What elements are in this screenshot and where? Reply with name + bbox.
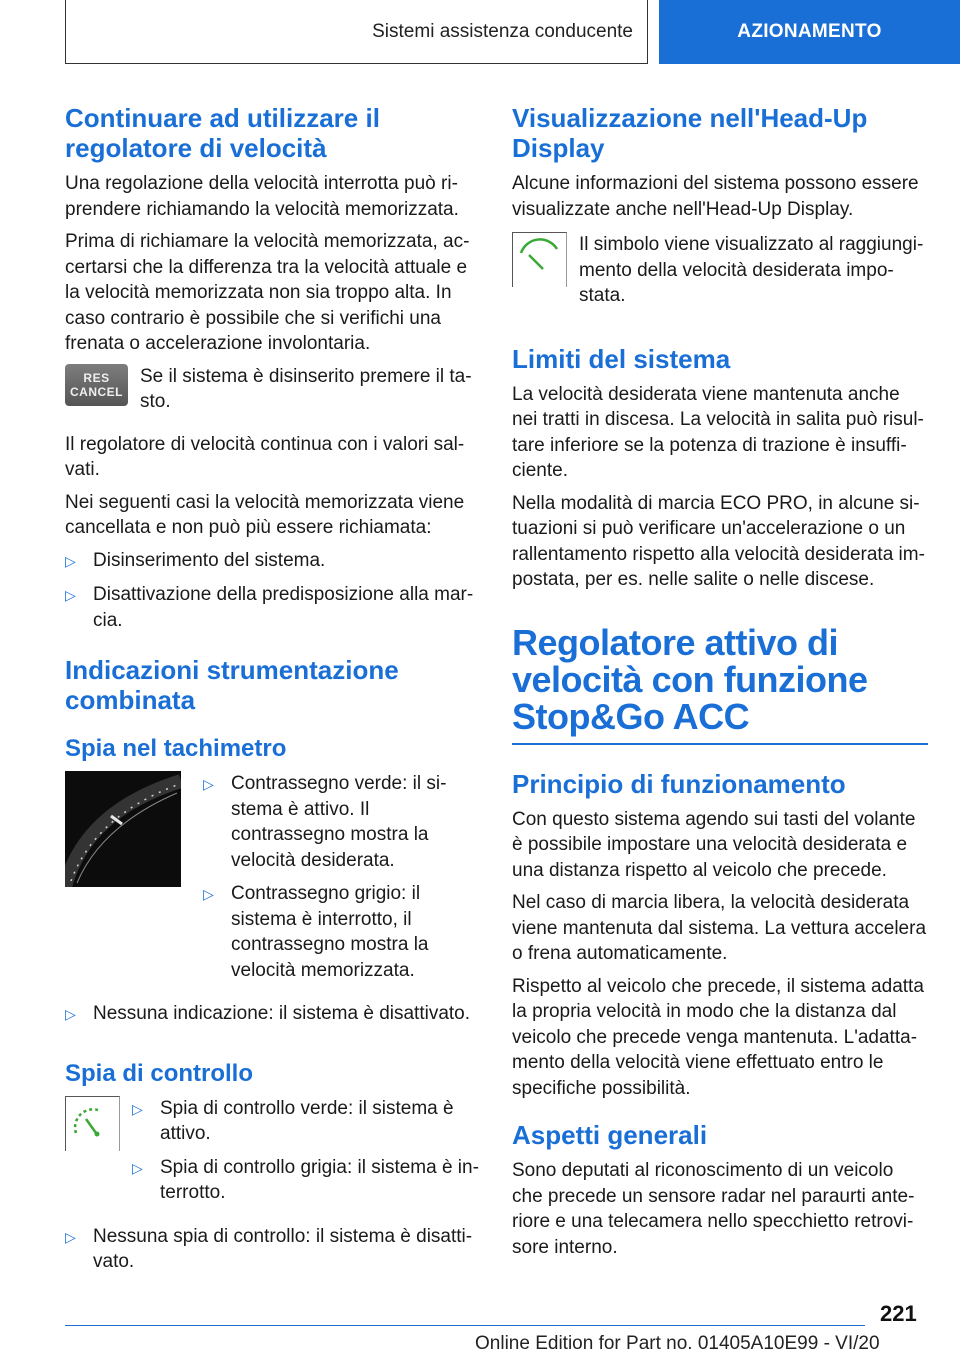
list-item: ▷ Nessuna spia di controllo: il sistema è disattivato.	[65, 1224, 480, 1275]
right-column	[512, 103, 928, 1267]
triangle-bullet-icon: ▷	[65, 587, 76, 603]
heading-continue: Continuare ad utilizzare il regolatore di velocità	[65, 103, 380, 163]
section-title: AZIONAMENTO	[737, 21, 882, 42]
edition-text: Online Edition for Part no. 01405A10E99 - VI/20	[475, 1333, 880, 1354]
triangle-bullet-icon: ▷	[132, 1100, 143, 1117]
res-cancel-button-icon: RES CANCEL	[65, 364, 128, 406]
list-item: ▷ Disattivazione della predisposizione alla marcia.	[65, 582, 480, 633]
paragraph: Prima di richiamare la velocità memorizzata, accertarsi che la differenza tra la velocità attuale e la velocità memorizzata non sia troppo alta. In caso contrario è possibile che si verifichi una frenata o accelerazione involontaria.	[65, 231, 470, 354]
paragraph: La velocità desiderata viene mantenuta anche nei tratti in discesa. La velocità in salita può risultare inferiore se la potenza di trazione è insufficiente.	[512, 383, 924, 481]
hud-icon-text: Il simbolo viene visualizzato al raggiungimento della velocità desiderata impostata.	[579, 234, 924, 306]
paragraph: Il regolatore di velocità continua con i valori salvati.	[65, 433, 465, 480]
res-cancel-row	[65, 364, 480, 422]
triangle-bullet-icon: ▷	[132, 1159, 143, 1176]
res-cancel-text: Se il sistema è disinserito premere il tasto.	[140, 365, 472, 412]
paragraph: Nella modalità di marcia ECO PRO, in alcune situazioni si può verificare un'accelerazione o un rallentamento rispetto alla velocità desiderata impostata, per es. nelle salite o nelle discese.	[512, 492, 925, 590]
paragraph: Sono deputati al riconoscimento di un veicolo che precede un sensore radar nel paraurti anteriore e una telecamera nello specchietto retrovisore interno.	[512, 1160, 915, 1258]
paragraph: Con questo sistema agendo sui tasti del volante è possibile impostare una velocità desiderata e una distanza rispetto al veicolo che precede.	[512, 808, 916, 881]
list-item: ▷ Disinserimento del sistema.	[65, 548, 480, 575]
paragraph: Nel caso di marcia libera, la velocità desiderata viene mantenuta dal sistema. La vettura accelera o frena automaticamente.	[512, 892, 927, 964]
triangle-bullet-icon: ▷	[203, 886, 214, 902]
heading-indicazioni: Indicazioni strumentazione combinata	[65, 655, 399, 715]
paragraph: Una regolazione della velocità interrotta può riprendere richiamando la velocità memorizzata.	[65, 173, 459, 220]
triangle-bullet-icon: ▷	[65, 1006, 76, 1022]
heading-acc: Regolatore attivo di velocità con funzione Stop&Go ACC	[512, 621, 868, 737]
tachometer-row	[65, 771, 480, 991]
heading-general: Aspetti generali	[512, 1120, 708, 1150]
chapter-title: Sistemi assistenza conducente	[372, 20, 633, 42]
acc-heading-block	[512, 621, 928, 745]
paragraph: Alcune informazioni del sistema possono essere visualizzate anche nell'Head-Up Display.	[512, 173, 919, 220]
hud-speed-symbol-icon	[512, 232, 567, 287]
heading-spia-tachimetro: Spia nel tachimetro	[65, 735, 287, 762]
triangle-bullet-icon: ▷	[203, 776, 214, 792]
heading-hud: Visualizzazione nell'Head-Up Display	[512, 103, 868, 163]
heading-spia-controllo: Spia di controllo	[65, 1059, 254, 1087]
paragraph: Nei seguenti casi la velocità memorizzata viene cancellata e non può più essere richiamata:	[65, 491, 465, 538]
heading-principle: Principio di funzionamento	[512, 768, 846, 799]
paragraph: Rispetto al veicolo che precede, il sistema adatta la propria velocità in modo che la distanza dal veicolo che precede venga mantenuta. L'adattamento della velocità viene effettuato entro le specifiche possibilità.	[512, 975, 924, 1099]
hud-icon-row	[512, 232, 928, 316]
section-tab	[659, 0, 960, 64]
list-item: ▷ Contrassegno grigio: il sistema è interrotto, il contrassegno mostra la velocità memorizzata.	[203, 881, 480, 983]
chapter-tab	[65, 0, 648, 64]
control-light-row	[65, 1096, 480, 1214]
triangle-bullet-icon: ▷	[65, 552, 76, 569]
triangle-bullet-icon: ▷	[65, 1228, 76, 1245]
speedometer-image-icon	[65, 771, 181, 887]
left-column	[65, 103, 480, 1283]
list-item: ▷ Nessuna indicazione: il sistema è disattivato.	[65, 1001, 480, 1028]
heading-limits: Limiti del sistema	[512, 343, 731, 374]
list-item: ▷ Spia di controllo grigia: il sistema è interrotto.	[132, 1155, 480, 1206]
list-item: ▷ Spia di controllo verde: il sistema è attivo.	[132, 1096, 480, 1147]
page-number: 221	[880, 1301, 917, 1326]
cruise-control-indicator-icon	[65, 1096, 120, 1151]
footer-rule	[65, 1325, 865, 1326]
list-item: ▷ Contrassegno verde: il sistema è attivo. Il contrassegno mostra la velocità desiderata.	[203, 771, 480, 873]
